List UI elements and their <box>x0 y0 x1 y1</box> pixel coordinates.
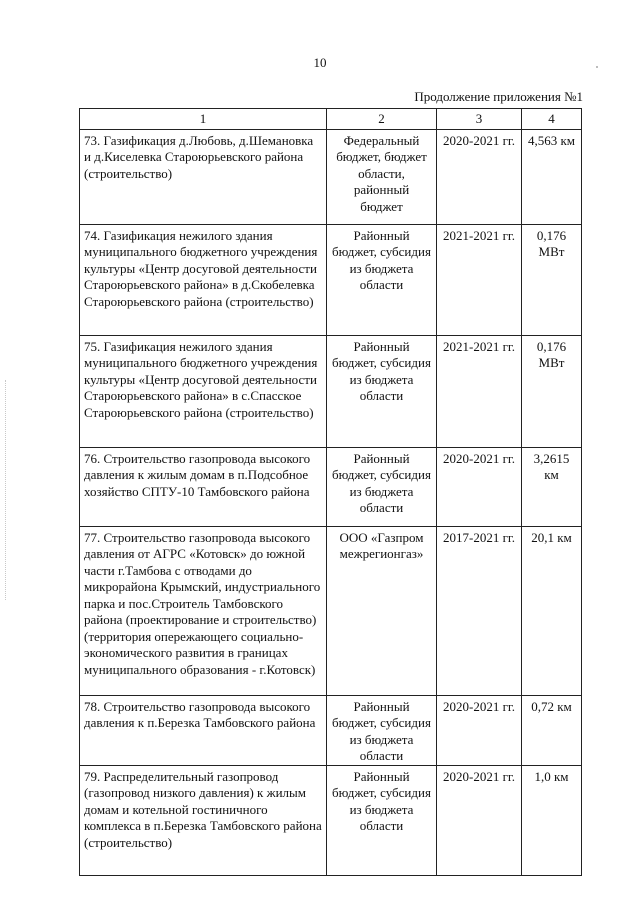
funding-source-cell: Районный бюджет, субсидия из бюджета области <box>327 447 437 526</box>
scan-edge-marks <box>5 380 7 600</box>
scan-speck <box>596 66 598 68</box>
capacity-cell: 4,563 км <box>522 129 582 224</box>
appendix-continuation-note: Продолжение приложения №1 <box>414 89 583 104</box>
table-row <box>80 335 582 447</box>
funding-source-cell: Районный бюджет, субсидия из бюджета области <box>327 335 437 447</box>
table-row <box>80 526 582 695</box>
capacity-cell: 0,176 МВт <box>522 224 582 335</box>
funding-source-cell: Районный бюджет, субсидия из бюджета области <box>327 224 437 335</box>
table-header-row <box>80 109 582 130</box>
table-row <box>80 695 582 765</box>
period-cell: 2020-2021 гг. <box>437 129 522 224</box>
object-name-cell: 74. Газификация нежилого здания муниципального бюджетного учреждения культуры «Центр досуговой деятельности Староюрьевского района» в д.Скобелевка Староюрьевского района (строительство) <box>80 224 327 335</box>
object-name-cell: 73. Газификация д.Любовь, д.Шемановка и д.Киселевка Староюрьевского района (строительство) <box>80 129 327 224</box>
object-name-cell: 77. Строительство газопровода высокого давления от АГРС «Котовск» до южной части г.Тамбова с отводами до микрорайона Крымский, индустриального парка и пос.Строитель Тамбовского района (проектирование и строительство) (территория опережающего социально-экономического развития в границах муниципального образования - г.Котовск) <box>80 526 327 695</box>
capacity-cell: 0,176 МВт <box>522 335 582 447</box>
object-name-cell: 79. Распределительный газопровод (газопровод низкого давления) к жилым домам и котельной гостиничного комплекса в п.Березка Тамбовского района (строительство) <box>80 765 327 875</box>
period-cell: 2021-2021 гг. <box>437 224 522 335</box>
period-cell: 2021-2021 гг. <box>437 335 522 447</box>
appendix-table <box>79 108 582 876</box>
column-header-1: 1 <box>80 109 327 130</box>
column-header-4: 4 <box>522 109 582 130</box>
funding-source-cell: Районный бюджет, субсидия из бюджета области <box>327 765 437 875</box>
page-number: 10 <box>313 55 327 70</box>
table-row <box>80 765 582 875</box>
object-name-cell: 78. Строительство газопровода высокого давления к п.Березка Тамбовского района <box>80 695 327 765</box>
object-name-cell: 76. Строительство газопровода высокого давления к жилым домам в п.Подсобное хозяйство СПТУ-10 Тамбовского района <box>80 447 327 526</box>
capacity-cell: 1,0 км <box>522 765 582 875</box>
capacity-cell: 0,72 км <box>522 695 582 765</box>
object-name-cell: 75. Газификация нежилого здания муниципального бюджетного учреждения культуры «Центр досуговой деятельности Староюрьевского района» в с.Спасское Староюрьевского района (строительство) <box>80 335 327 447</box>
capacity-cell: 3,2615 км <box>522 447 582 526</box>
column-header-3: 3 <box>437 109 522 130</box>
table-row <box>80 447 582 526</box>
table-row <box>80 224 582 335</box>
funding-source-cell: Районный бюджет, субсидия из бюджета области <box>327 695 437 765</box>
funding-source-cell: Федеральный бюджет, бюджет области, районный бюджет <box>327 129 437 224</box>
funding-source-cell: ООО «Газпром межрегионгаз» <box>327 526 437 695</box>
capacity-cell: 20,1 км <box>522 526 582 695</box>
period-cell: 2020-2021 гг. <box>437 695 522 765</box>
table-row <box>80 129 582 224</box>
column-header-2: 2 <box>327 109 437 130</box>
period-cell: 2020-2021 гг. <box>437 765 522 875</box>
period-cell: 2020-2021 гг. <box>437 447 522 526</box>
period-cell: 2017-2021 гг. <box>437 526 522 695</box>
